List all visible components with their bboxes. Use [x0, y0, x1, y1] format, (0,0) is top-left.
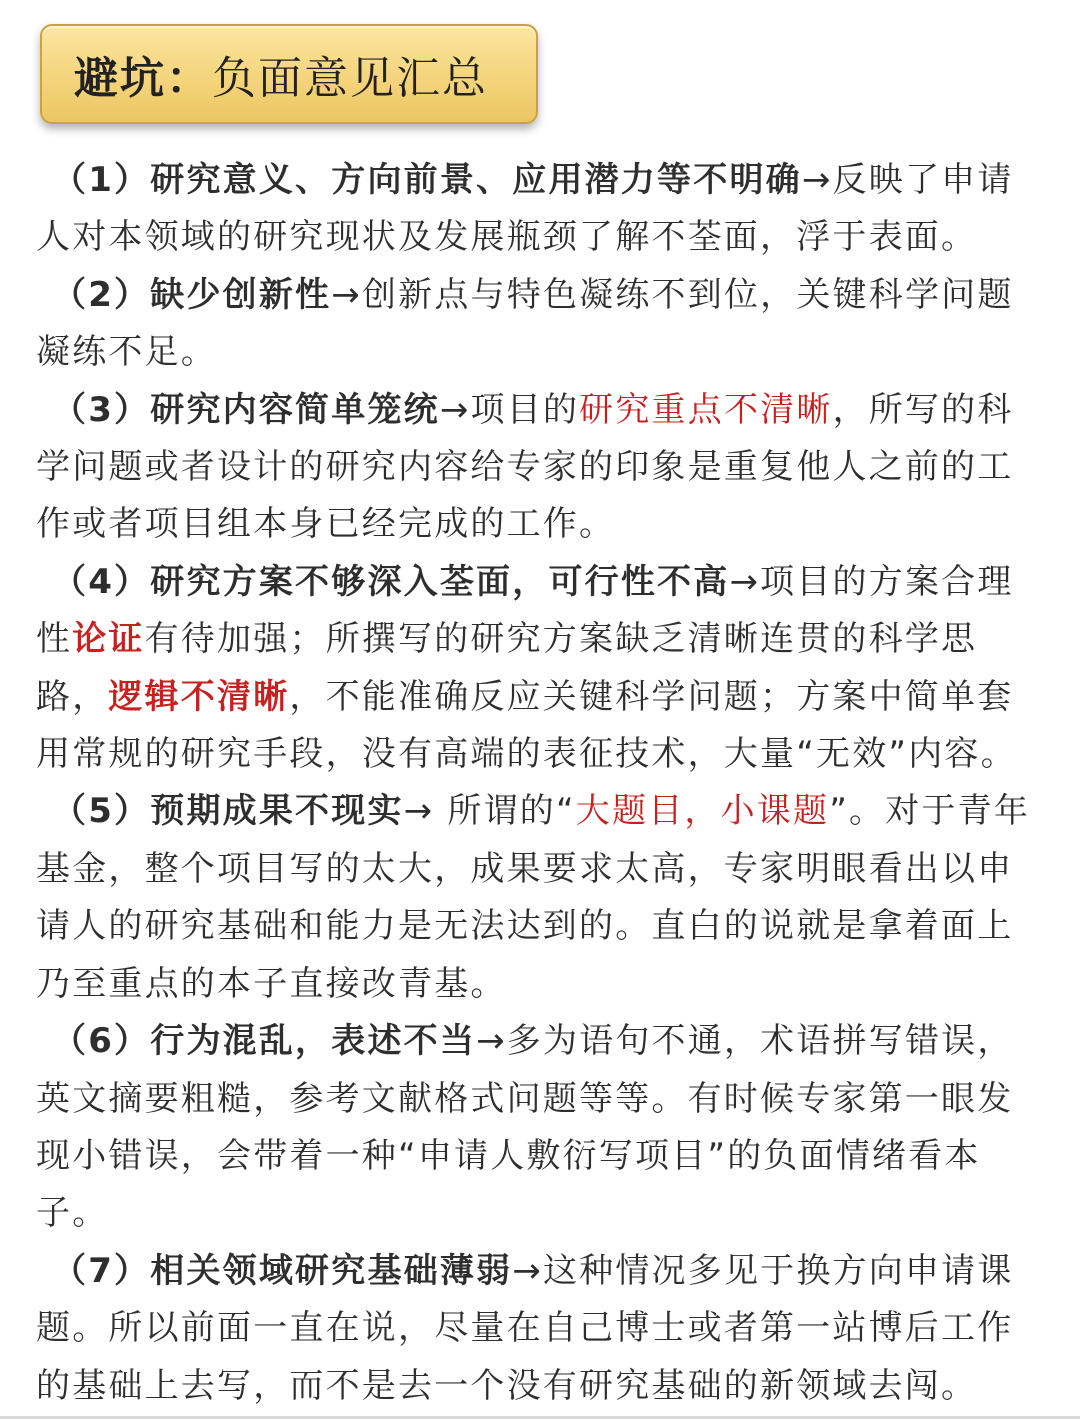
item-text: → 所谓的“: [403, 791, 576, 832]
title-prefix: 避坑：: [74, 53, 212, 104]
item-text: ，不能准确反应关键科学问题；方案中简单套用常规的研究手段，没有高端的表征技术，大量“无效”内容。: [36, 676, 1017, 775]
item-highlight: 研究重点不清晰: [579, 389, 833, 430]
opinion-item-2: [36, 267, 1036, 382]
item-text: →项目的方案合理性: [36, 561, 1014, 660]
opinion-list: [36, 152, 1036, 1415]
item-text: 有待加强；所撰写的研究方案缺乏清晰连贯的科学思路，: [36, 619, 978, 717]
item-highlight: 论证: [72, 619, 145, 660]
opinion-item-1: [36, 152, 1036, 267]
opinion-item-7: [36, 1243, 1036, 1415]
item-highlight: 大题目，小课题: [575, 791, 830, 832]
item-text: →创新点与特色凝练不到位，关键科学问题凝练不足。: [36, 274, 1014, 373]
item-text: →这种情况多见于换方向申请课题。所以前面一直在说，尽量在自己博士或者第一站博后工作的基础上去写，而不是去一个没有研究基础的新领域去闯。: [36, 1250, 1014, 1406]
item-heading: （7）相关领域研究基础薄弱: [52, 1250, 513, 1291]
item-text: ”。对于青年基金，整个项目写的太大，成果要求太高，专家明眼看出以申请人的研究基础和能力是无法达到的。直白的说就是拿着面上乃至重点的本子直接改青基。: [36, 791, 1031, 1004]
item-heading: （1）研究意义、方向前景、应用潜力等不明确: [52, 160, 802, 200]
opinion-item-3: [36, 382, 1036, 554]
item-heading: （5）预期成果不现实: [52, 791, 404, 832]
item-text: ，所写的科学问题或者设计的研究内容给专家的印象是重复他人之前的工作或者项目组本身已经完成的工作。: [36, 389, 1014, 545]
title-text: 负面意见汇总: [212, 53, 488, 104]
item-heading: （6）行为混乱，表述不当: [52, 1021, 477, 1062]
opinion-item-5: [36, 783, 1036, 1013]
item-text: →反映了申请人对本领域的研究现状及发展瓶颈了解不荃面，浮于表面。: [36, 160, 1014, 258]
opinion-item-4: [36, 554, 1036, 784]
item-heading: （4）研究方案不够深入荃面，可行性不高: [52, 561, 730, 602]
title-banner: [40, 24, 538, 124]
item-highlight: 逻辑不清晰: [108, 676, 290, 717]
item-text: →多为语句不通，术语拼写错误，英文摘要粗糙，参考文献格式问题等等。有时候专家第一眼发现小错误，会带着一种“申请人敷衍写项目”的负面情绪看本子。: [36, 1021, 1014, 1234]
item-heading: （2）缺少创新性: [52, 274, 332, 315]
item-heading: （3）研究内容简单笼统: [52, 389, 440, 430]
opinion-item-6: [36, 1013, 1036, 1243]
item-text: →项目的: [439, 389, 580, 430]
